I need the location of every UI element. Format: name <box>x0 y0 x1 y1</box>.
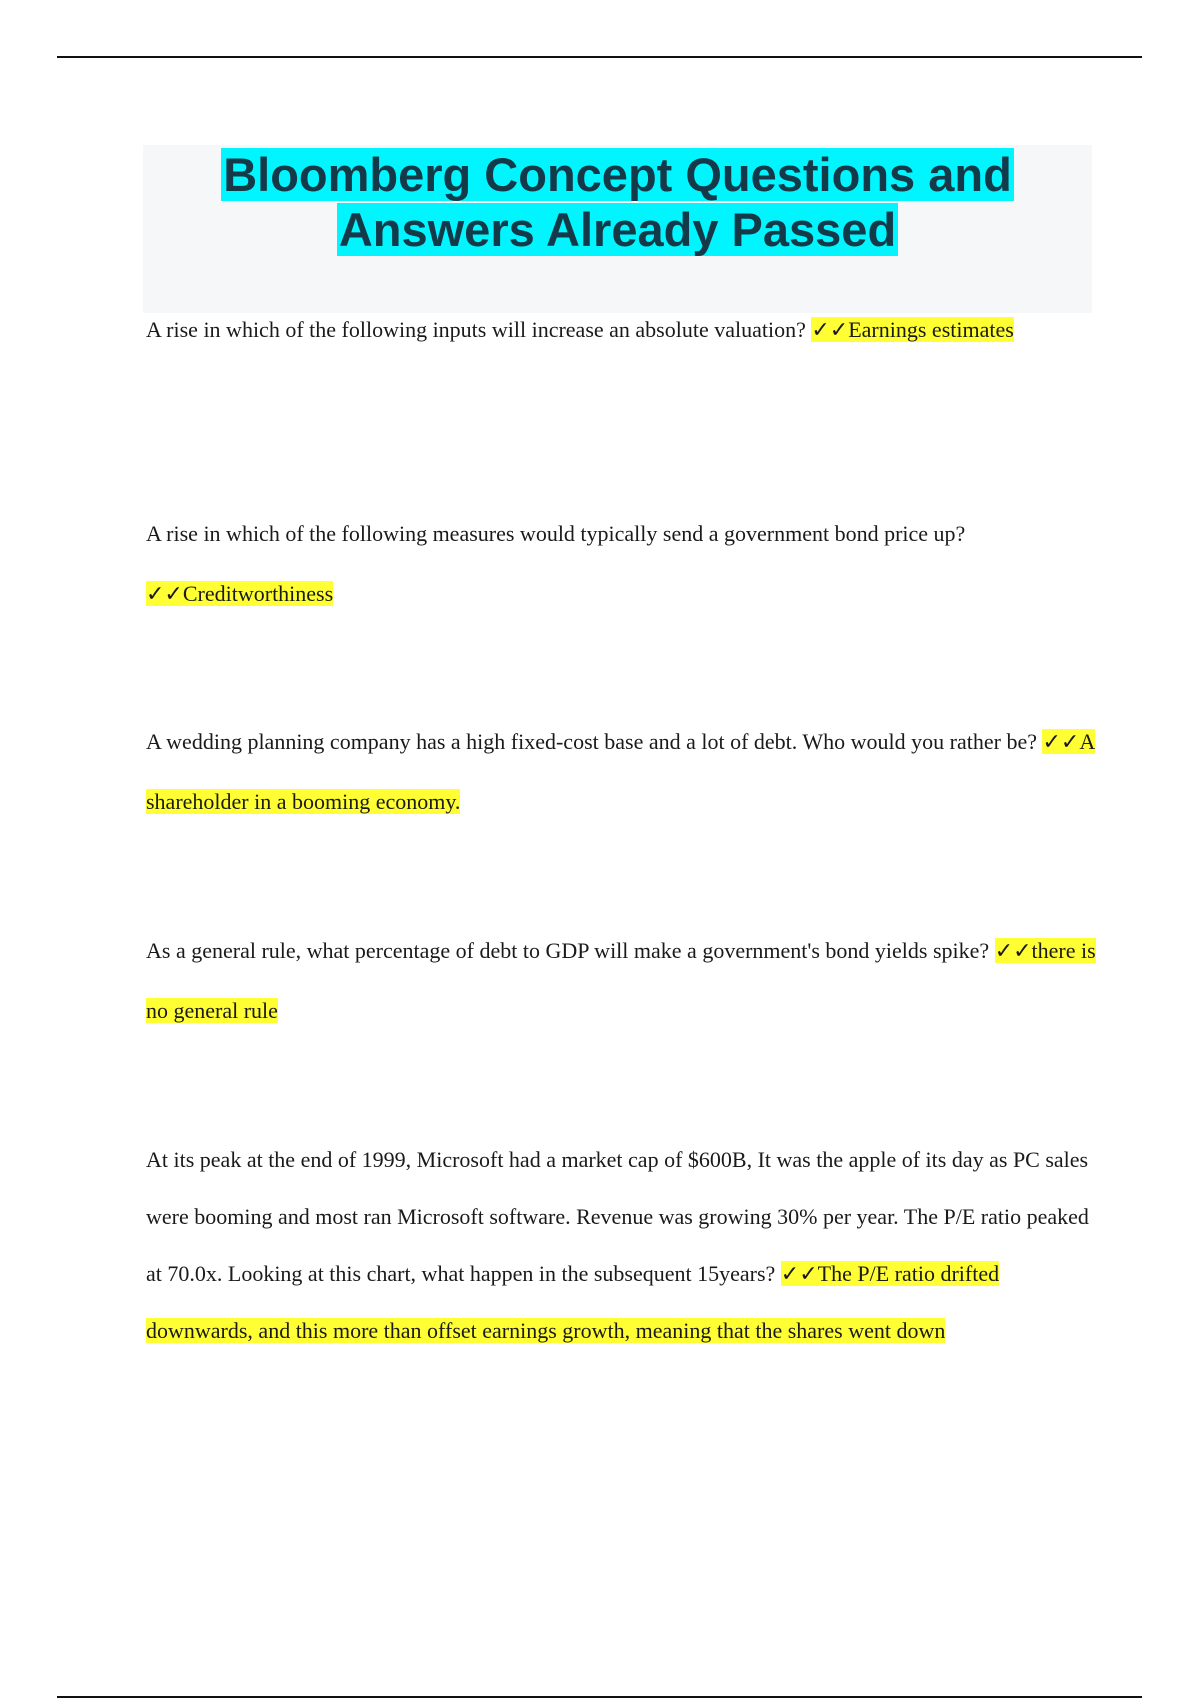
answer-text: ✓✓The P/E ratio drifted downwards, and this more than offset earnings growth, meaning that the shares went down <box>146 1261 1000 1343</box>
question-text: As a general rule, what percentage of debt to GDP will make a government's bond yields spike? <box>146 938 990 963</box>
answer-text: ✓✓Creditworthiness <box>146 581 334 606</box>
qa-item-1 <box>146 300 1106 360</box>
question-text: At its peak at the end of 1999, Microsoft had a market cap of $600B, It was the apple of its day as PC sales were booming and most ran Microsoft software. Revenue was growing 30% per year. The P/E ratio peaked at 70.0x. Looking at this chart, what happen in the subsequent 15years? <box>146 1147 1089 1286</box>
title-block <box>143 145 1092 313</box>
answer-text: ✓✓Earnings estimates <box>811 317 1014 342</box>
document-title <box>143 145 1092 257</box>
header-rule <box>57 56 1142 58</box>
qa-item-5 <box>146 1131 1106 1359</box>
question-text: A rise in which of the following measures would typically send a government bond price up? <box>146 521 966 546</box>
title-line-1: Bloomberg Concept Questions and <box>223 148 1012 201</box>
footer-rule <box>57 1696 1142 1698</box>
title-line-2: Answers Already Passed <box>338 203 897 256</box>
answer-text: ✓✓A shareholder in a booming economy. <box>146 729 1096 814</box>
answer-text: ✓✓there is no general rule <box>146 938 1096 1023</box>
qa-item-4 <box>146 921 1106 1041</box>
question-text: A rise in which of the following inputs will increase an absolute valuation? <box>146 317 806 342</box>
qa-item-3 <box>146 712 1106 832</box>
qa-item-2 <box>146 504 1106 624</box>
question-text: A wedding planning company has a high fixed-cost base and a lot of debt. Who would you rather be? <box>146 729 1037 754</box>
